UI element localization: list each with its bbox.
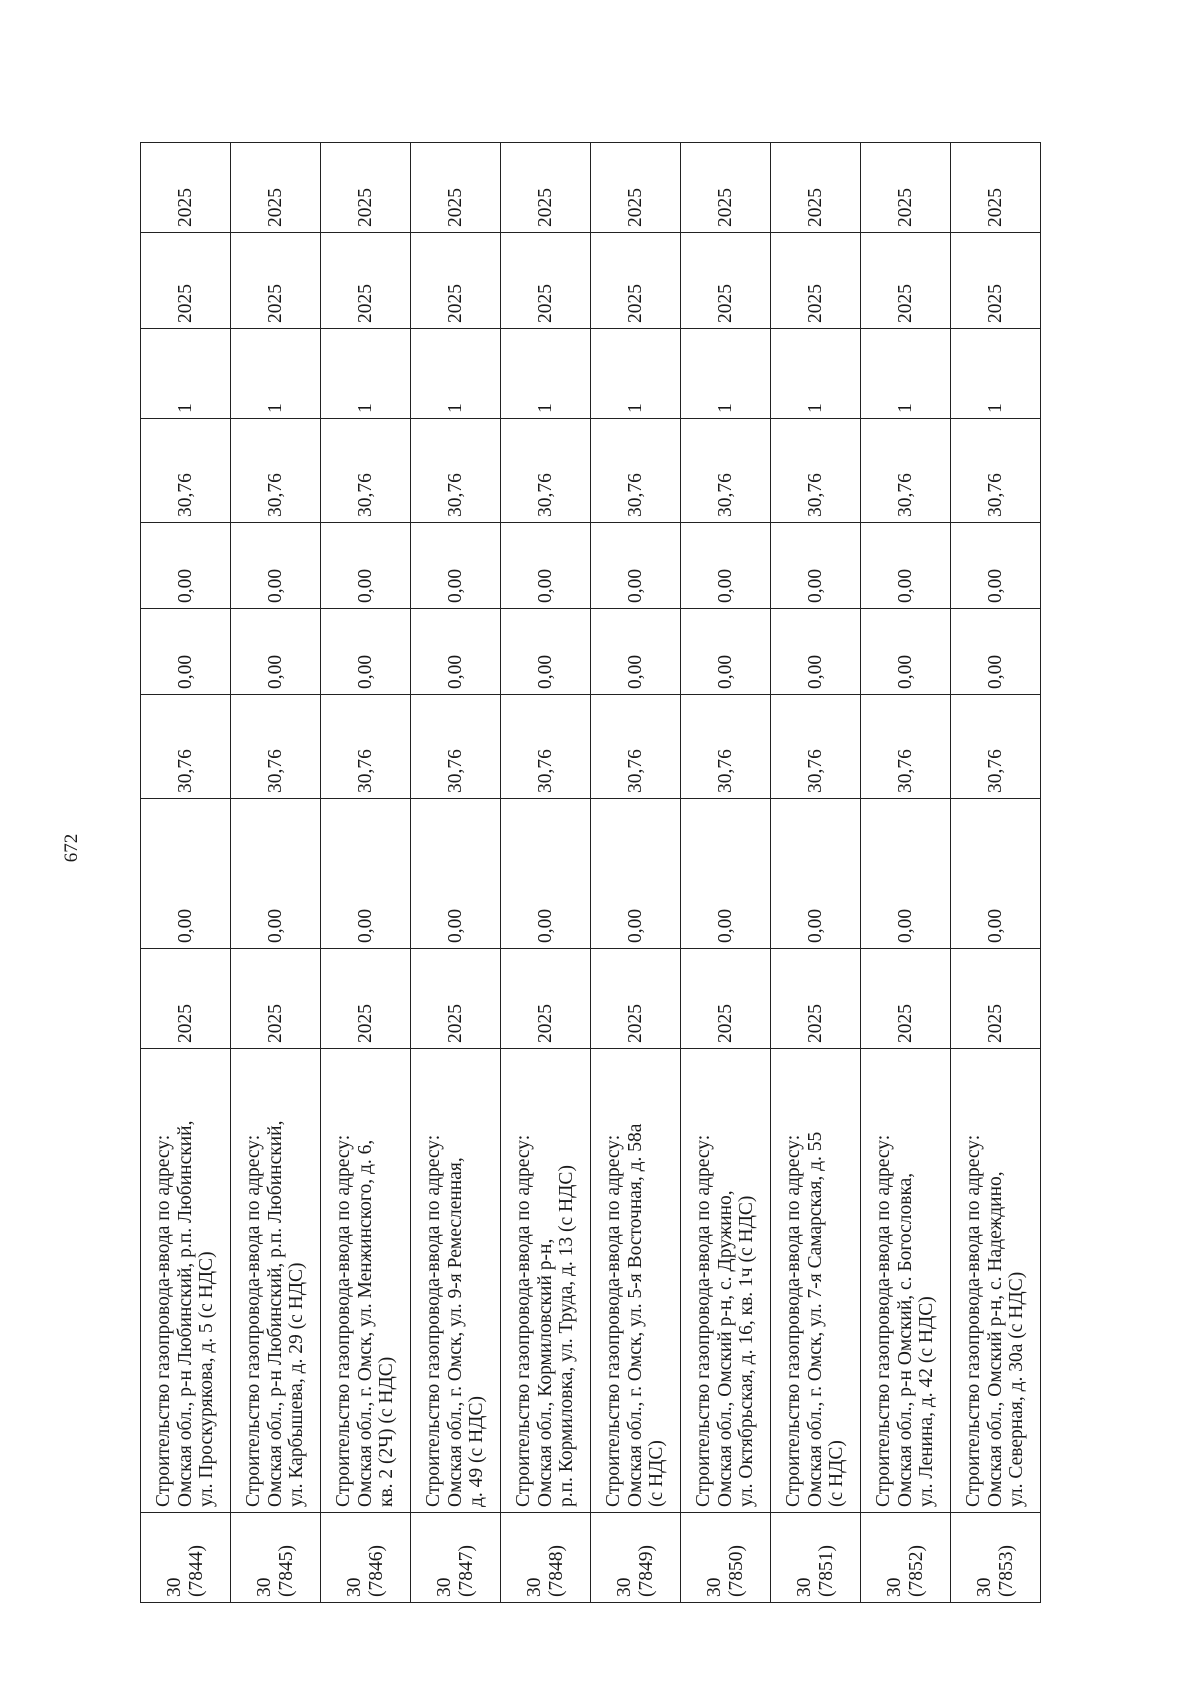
value-cell-c8: 2025 xyxy=(681,233,771,329)
description-line: Омская обл., Кормиловский р-н, xyxy=(534,1238,556,1507)
row-number: 30 xyxy=(343,1577,365,1597)
value-cell-c9: 2025 xyxy=(321,143,411,233)
value-cell-c3: 30,76 xyxy=(411,695,501,799)
value-cell-c4: 0,00 xyxy=(861,609,951,695)
table-row xyxy=(681,143,771,1603)
value-cell-c9: 2025 xyxy=(231,143,321,233)
value-cell-c6: 30,76 xyxy=(411,419,501,523)
row-number: 30 xyxy=(613,1577,635,1597)
value-cell-c9: 2025 xyxy=(591,143,681,233)
row-code: (7845) xyxy=(275,1545,297,1597)
description-line: кв. 2 (2Ч) (с НДС) xyxy=(376,1356,398,1507)
table-row xyxy=(771,143,861,1603)
row-code: (7844) xyxy=(185,1545,207,1597)
value-cell-c4: 0,00 xyxy=(321,609,411,695)
value-cell-c2: 0,00 xyxy=(141,799,231,949)
value-cell-c3: 30,76 xyxy=(951,695,1041,799)
description-cell xyxy=(411,1049,501,1513)
row-number: 30 xyxy=(703,1577,725,1597)
value-cell-c5: 0,00 xyxy=(681,523,771,609)
description-cell xyxy=(501,1049,591,1513)
description-line: Строительство газопровода-ввода по адресу: xyxy=(782,1134,804,1507)
value-cell-c6: 30,76 xyxy=(681,419,771,523)
value-cell-c9: 2025 xyxy=(411,143,501,233)
table-row xyxy=(951,143,1041,1603)
value-cell-c3: 30,76 xyxy=(771,695,861,799)
table-row xyxy=(591,143,681,1603)
value-cell-c2: 0,00 xyxy=(771,799,861,949)
description-line: Строительство газопровода-ввода по адресу: xyxy=(152,1134,174,1507)
value-cell-c8: 2025 xyxy=(591,233,681,329)
value-cell-c5: 0,00 xyxy=(411,523,501,609)
value-cell-c3: 30,76 xyxy=(321,695,411,799)
value-cell-c5: 0,00 xyxy=(861,523,951,609)
description-line: Строительство газопровода-ввода по адресу: xyxy=(422,1134,444,1507)
description-line: Омская обл., р-н Омский, с. Богословка, xyxy=(894,1172,916,1507)
value-cell-c3: 30,76 xyxy=(861,695,951,799)
value-cell-c5: 0,00 xyxy=(141,523,231,609)
value-cell-c6: 30,76 xyxy=(231,419,321,523)
description-line: ул. Карбышева, д. 29 (с НДС) xyxy=(286,1262,308,1507)
description-line: ул. Ленина, д. 42 (с НДС) xyxy=(916,1296,938,1507)
value-cell-c6: 30,76 xyxy=(861,419,951,523)
value-cell-c7: 1 xyxy=(771,329,861,419)
description-line: Омская обл., г. Омск, ул. 7-я Самарская, д. 55 xyxy=(804,1131,826,1507)
description-cell xyxy=(951,1049,1041,1513)
row-number-cell xyxy=(231,1513,321,1603)
description-line: Омская обл., г. Омск, ул. Менжинского, д. 6, xyxy=(354,1139,376,1507)
description-line: Строительство газопровода-ввода по адресу: xyxy=(602,1134,624,1507)
row-code: (7847) xyxy=(455,1545,477,1597)
value-cell-c6: 30,76 xyxy=(771,419,861,523)
description-line: Строительство газопровода-ввода по адресу: xyxy=(332,1134,354,1507)
row-number-cell xyxy=(501,1513,591,1603)
value-cell-c1: 2025 xyxy=(861,949,951,1049)
value-cell-c2: 0,00 xyxy=(411,799,501,949)
row-code: (7852) xyxy=(905,1545,927,1597)
value-cell-c6: 30,76 xyxy=(591,419,681,523)
value-cell-c6: 30,76 xyxy=(321,419,411,523)
value-cell-c4: 0,00 xyxy=(231,609,321,695)
value-cell-c9: 2025 xyxy=(141,143,231,233)
description-cell xyxy=(861,1049,951,1513)
table-row xyxy=(411,143,501,1603)
value-cell-c5: 0,00 xyxy=(951,523,1041,609)
page-number: 672 xyxy=(61,833,82,863)
value-cell-c7: 1 xyxy=(681,329,771,419)
value-cell-c8: 2025 xyxy=(861,233,951,329)
value-cell-c6: 30,76 xyxy=(951,419,1041,523)
value-cell-c8: 2025 xyxy=(321,233,411,329)
value-cell-c3: 30,76 xyxy=(681,695,771,799)
value-cell-c8: 2025 xyxy=(771,233,861,329)
investment-table xyxy=(140,142,1041,1603)
value-cell-c1: 2025 xyxy=(231,949,321,1049)
row-code: (7849) xyxy=(635,1545,657,1597)
value-cell-c8: 2025 xyxy=(231,233,321,329)
description-line: (с НДС) xyxy=(646,1440,668,1507)
value-cell-c6: 30,76 xyxy=(141,419,231,523)
value-cell-c1: 2025 xyxy=(681,949,771,1049)
value-cell-c1: 2025 xyxy=(591,949,681,1049)
value-cell-c5: 0,00 xyxy=(591,523,681,609)
description-line: Строительство газопровода-ввода по адресу: xyxy=(512,1134,534,1507)
table-row xyxy=(501,143,591,1603)
description-line: Строительство газопровода-ввода по адресу: xyxy=(872,1134,894,1507)
row-number: 30 xyxy=(883,1577,905,1597)
value-cell-c7: 1 xyxy=(591,329,681,419)
description-line: Строительство газопровода-ввода по адресу: xyxy=(242,1134,264,1507)
row-number: 30 xyxy=(793,1577,815,1597)
row-code: (7850) xyxy=(725,1545,747,1597)
row-number: 30 xyxy=(163,1577,185,1597)
value-cell-c2: 0,00 xyxy=(321,799,411,949)
value-cell-c7: 1 xyxy=(861,329,951,419)
description-line: Строительство газопровода-ввода по адресу: xyxy=(692,1134,714,1507)
row-number-cell xyxy=(681,1513,771,1603)
value-cell-c2: 0,00 xyxy=(591,799,681,949)
value-cell-c1: 2025 xyxy=(411,949,501,1049)
value-cell-c8: 2025 xyxy=(411,233,501,329)
value-cell-c8: 2025 xyxy=(501,233,591,329)
table-body xyxy=(141,143,1041,1603)
value-cell-c9: 2025 xyxy=(861,143,951,233)
value-cell-c3: 30,76 xyxy=(141,695,231,799)
value-cell-c1: 2025 xyxy=(771,949,861,1049)
description-cell xyxy=(231,1049,321,1513)
value-cell-c2: 0,00 xyxy=(681,799,771,949)
description-cell xyxy=(141,1049,231,1513)
value-cell-c7: 1 xyxy=(321,329,411,419)
description-line: Омская обл., Омский р-н, с. Дружино, xyxy=(714,1190,736,1507)
value-cell-c8: 2025 xyxy=(951,233,1041,329)
row-code: (7853) xyxy=(995,1545,1017,1597)
value-cell-c1: 2025 xyxy=(321,949,411,1049)
value-cell-c1: 2025 xyxy=(141,949,231,1049)
value-cell-c4: 0,00 xyxy=(681,609,771,695)
value-cell-c2: 0,00 xyxy=(501,799,591,949)
description-line: д. 49 (с НДС) xyxy=(466,1396,488,1507)
table-row xyxy=(861,143,951,1603)
description-line: Омская обл., г. Омск, ул. 5-я Восточная, д. 58а xyxy=(624,1123,646,1507)
description-cell xyxy=(321,1049,411,1513)
value-cell-c2: 0,00 xyxy=(951,799,1041,949)
value-cell-c6: 30,76 xyxy=(501,419,591,523)
value-cell-c1: 2025 xyxy=(951,949,1041,1049)
value-cell-c7: 1 xyxy=(951,329,1041,419)
description-line: Омская обл., Омский р-н, с. Надеждино, xyxy=(984,1171,1006,1507)
description-line: ул. Северная, д. 30а (с НДС) xyxy=(1006,1271,1028,1507)
value-cell-c9: 2025 xyxy=(501,143,591,233)
table-row xyxy=(231,143,321,1603)
value-cell-c5: 0,00 xyxy=(771,523,861,609)
row-code: (7846) xyxy=(365,1545,387,1597)
value-cell-c5: 0,00 xyxy=(501,523,591,609)
value-cell-c4: 0,00 xyxy=(141,609,231,695)
value-cell-c4: 0,00 xyxy=(411,609,501,695)
description-line: Омская обл., р-н Любинский, р.п. Любинский, xyxy=(264,1120,286,1507)
value-cell-c3: 30,76 xyxy=(231,695,321,799)
row-number-cell xyxy=(141,1513,231,1603)
description-line: Омская обл., г. Омск, ул. 9-я Ремесленная, xyxy=(444,1157,466,1507)
value-cell-c1: 2025 xyxy=(501,949,591,1049)
value-cell-c7: 1 xyxy=(411,329,501,419)
value-cell-c7: 1 xyxy=(231,329,321,419)
row-number-cell xyxy=(321,1513,411,1603)
description-line: (с НДС) xyxy=(826,1440,848,1507)
description-line: ул. Проскурякова, д. 5 (с НДС) xyxy=(196,1251,218,1507)
value-cell-c4: 0,00 xyxy=(591,609,681,695)
description-cell xyxy=(681,1049,771,1513)
value-cell-c2: 0,00 xyxy=(231,799,321,949)
value-cell-c4: 0,00 xyxy=(501,609,591,695)
row-code: (7848) xyxy=(545,1545,567,1597)
value-cell-c9: 2025 xyxy=(771,143,861,233)
row-number: 30 xyxy=(433,1577,455,1597)
row-number: 30 xyxy=(523,1577,545,1597)
description-line: р.п. Кормиловка, ул. Труда, д. 13 (с НДС) xyxy=(556,1165,578,1507)
value-cell-c3: 30,76 xyxy=(501,695,591,799)
value-cell-c3: 30,76 xyxy=(591,695,681,799)
value-cell-c4: 0,00 xyxy=(771,609,861,695)
table-row xyxy=(321,143,411,1603)
row-code: (7851) xyxy=(815,1545,837,1597)
description-line: ул. Октябрьская, д. 16, кв. 1ч (с НДС) xyxy=(736,1195,758,1507)
row-number: 30 xyxy=(253,1577,275,1597)
value-cell-c5: 0,00 xyxy=(231,523,321,609)
value-cell-c7: 1 xyxy=(141,329,231,419)
description-cell xyxy=(771,1049,861,1513)
rotated-table-wrapper xyxy=(140,143,1040,1603)
row-number-cell xyxy=(861,1513,951,1603)
value-cell-c9: 2025 xyxy=(951,143,1041,233)
value-cell-c4: 0,00 xyxy=(951,609,1041,695)
row-number-cell xyxy=(951,1513,1041,1603)
value-cell-c7: 1 xyxy=(501,329,591,419)
value-cell-c9: 2025 xyxy=(681,143,771,233)
row-number-cell xyxy=(591,1513,681,1603)
row-number-cell xyxy=(411,1513,501,1603)
table-row xyxy=(141,143,231,1603)
description-line: Омская обл., р-н Любинский, р.п. Любинский, xyxy=(174,1120,196,1507)
description-cell xyxy=(591,1049,681,1513)
description-line: Строительство газопровода-ввода по адресу: xyxy=(962,1134,984,1507)
value-cell-c2: 0,00 xyxy=(861,799,951,949)
value-cell-c5: 0,00 xyxy=(321,523,411,609)
value-cell-c8: 2025 xyxy=(141,233,231,329)
row-number: 30 xyxy=(973,1577,995,1597)
row-number-cell xyxy=(771,1513,861,1603)
